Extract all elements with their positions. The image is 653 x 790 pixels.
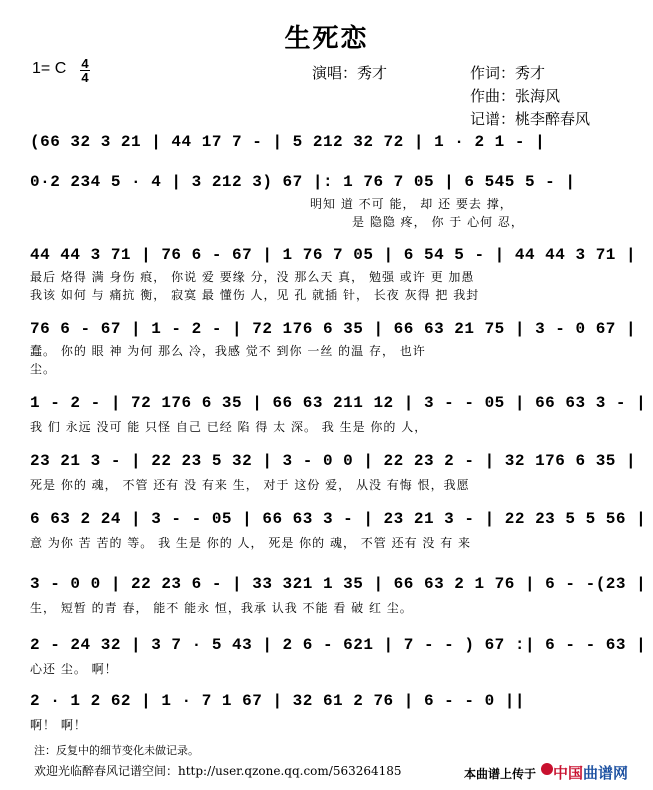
notation-line: 1 - 2 - | 72 176 6 35 | 66 63 211 12 | 3 - - 05 | 66 63 3 - | [30,394,647,412]
welcome-link-text: 欢迎光临醉春风记谱空间：http://user.qzone.qq.com/563264185 [34,764,402,778]
lyric-verse-2: 是 隐隐 疼， 你 于 心何 忍， [352,215,524,229]
transcriber-credit: 记谱：桃李醉春风 [470,110,591,128]
notation-line: 3 - 0 0 | 22 23 6 - | 33 321 1 35 | 66 63 2 1 76 | 6 - -(23 | [30,575,647,593]
lyric-verse-1: 生， 短暂 的青 春， 能不 能永 恒，我承 认我 不能 看 破 红 尘。 [30,601,413,615]
notation-line: 2 · 1 2 62 | 1 · 7 1 67 | 32 61 2 76 | 6 - - 0 || [30,692,525,710]
lyric-verse-1: 死是 你的 魂， 不管 还有 没 有来 生， 对于 这份 爱， 从没 有悔 恨，我愿 [30,478,470,492]
lyric-verse-2: 尘。 [30,362,57,376]
lyric-verse-1: 啊！ 啊！ [30,718,87,732]
notation-line: 44 44 3 71 | 76 6 - 67 | 1 76 7 05 | 6 54 5 - | 44 44 3 71 | [30,246,637,264]
site-logo[interactable] [553,762,628,783]
lyric-verse-1: 心还 尘。 啊！ [30,662,118,676]
singer-credit: 演唱：秀才 [312,64,388,82]
notation-line: 23 21 3 - | 22 23 5 32 | 3 - 0 0 | 22 23 2 - | 32 176 6 35 | [30,452,637,470]
footnote: 注：反复中的细节变化未做记录。 [34,744,199,757]
upload-caption: 本曲谱上传于 [464,767,537,781]
lyricist-credit: 作词：秀才 [470,64,546,82]
notation-line: 6 63 2 24 | 3 - - 05 | 66 63 3 - | 23 21 3 - | 22 23 5 5 56 | [30,510,647,528]
logo-icon [541,763,553,775]
lyric-verse-2: 我该 如何 与 痛抗 衡， 寂寞 最 懂伤 人，见 孔 就插 针， 长夜 灰得 把 我封 [30,288,480,302]
lyric-verse-1: 蠢。 你的 眼 神 为何 那么 冷，我感 觉不 到你 一丝 的温 存， 也许 [30,344,426,358]
song-title: 生死恋 [284,24,369,54]
notation-line: 0·2 234 5 · 4 | 3 212 3) 67 |: 1 76 7 05 | 6 545 5 - | [30,173,576,191]
key-signature: 1= C [32,60,67,77]
time-signature [80,57,90,84]
lyric-verse-1: 最后 烙得 满 身伤 痕， 你说 爱 要缘 分，没 那么天 真， 勉强 或许 更 加愚 [30,270,475,284]
lyric-verse-1: 我 们 永远 没可 能 只怪 自己 已经 陷 得 太 深。 我 生是 你的 人， [30,420,428,434]
logo-text-part2: 曲谱网 [583,764,629,782]
logo-text-part1: 中国 [553,764,584,782]
notation-line: (66 32 3 21 | 44 17 7 - | 5 212 32 72 | 1 · 2 1 - | [30,133,546,151]
lyric-verse-1: 明知 道 不可 能， 却 还 要去 撑， [310,197,513,211]
composer-credit: 作曲：张海风 [470,87,561,105]
time-signature-bottom: 4 [81,70,89,85]
time-signature-top: 4 [81,56,89,71]
notation-line: 2 - 24 32 | 3 7 · 5 43 | 2 6 - 621 | 7 - - ) 67 :| 6 - - 63 | [30,636,647,654]
lyric-verse-1: 意 为你 苦 苦的 等。 我 生是 你的 人， 死是 你的 魂， 不管 还有 没 有 来 [30,536,472,550]
notation-line: 76 6 - 67 | 1 - 2 - | 72 176 6 35 | 66 63 21 75 | 3 - 0 67 | [30,320,637,338]
